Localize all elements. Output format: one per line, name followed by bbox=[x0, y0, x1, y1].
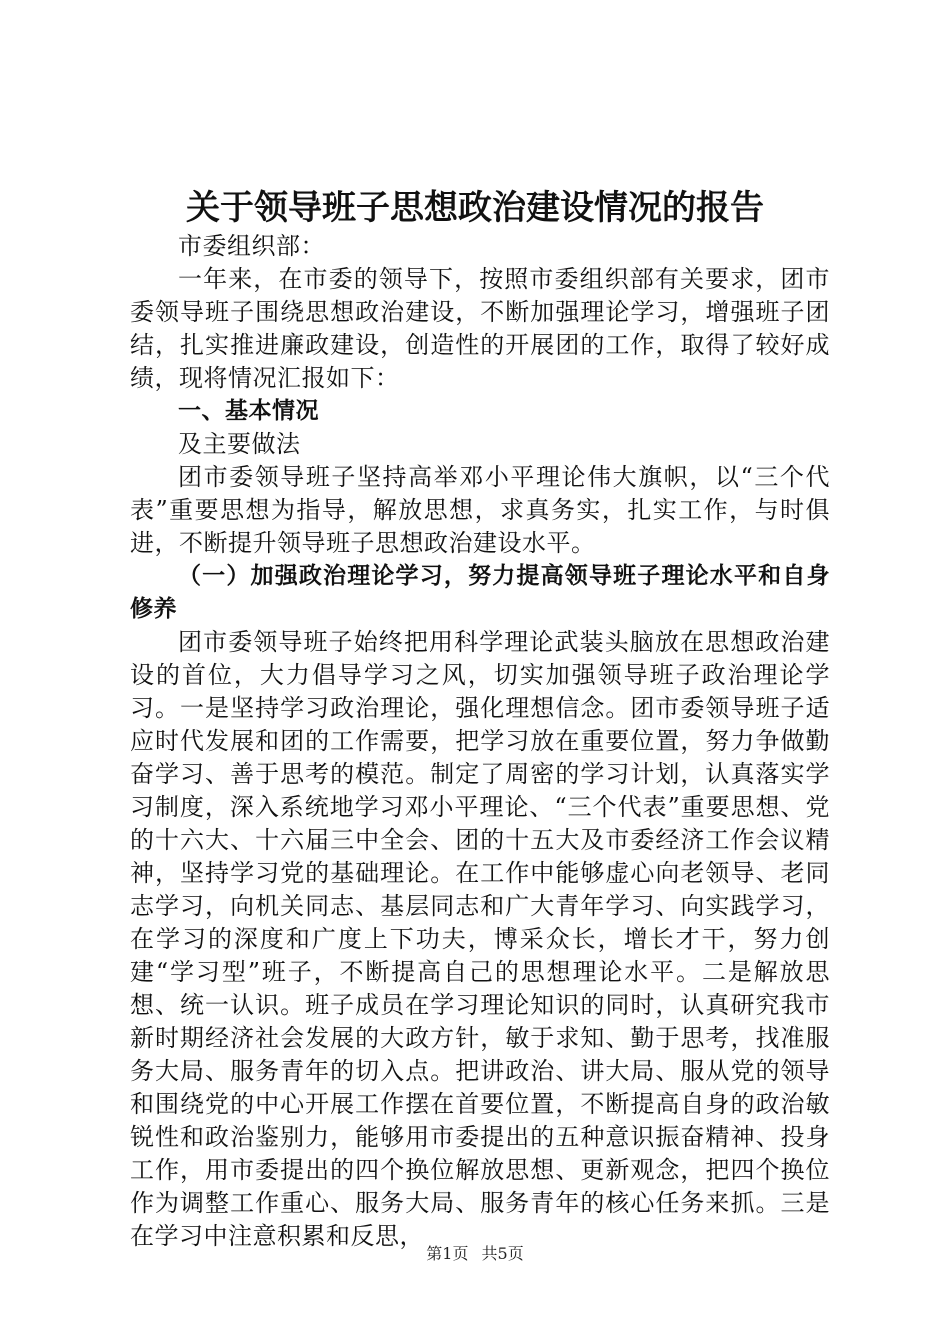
page-number: 第1页 bbox=[426, 1244, 469, 1263]
subsection-heading-1: （一）加强政治理论学习，努力提高领导班子理论水平和自身修养 bbox=[130, 563, 830, 622]
salutation: 市委组织部： bbox=[178, 232, 325, 260]
page-footer bbox=[0, 1243, 950, 1265]
study-paragraph: 团市委领导班子始终把用科学理论武装头脑放在思想政治建设的首位，大力倡导学习之风，切实加强领导班子政治理论学习。一是坚持学习政治理论，强化理想信念。团市委领导班子适应时代发展和团的工作需要，把学习放在重要位置，努力争做勤奋学习、善于思考的模范。制定了周密的学习计划，认真落实学习制度，深入系统地学习邓小平理论、“三个代表”重要思想、党的十六大、十六届三中全会、团的十五大及市委经济工作会议精神，坚持学习党的基础理论。在工作中能够虚心向老领导、老同志学习，向机关同志、基层同志和广大青年学习、向实践学习，在学习的深度和广度上下功夫，博采众长，增长才干，努力创建“学习型”班子，不断提高自己的思想理论水平。二是解放思想、统一认识。班子成员在学习理论知识的同时，认真研究我市新时期经济社会发展的大政方针，敏于求知、勤于思考，找准服务大局、服务青年的切入点。把讲政治、讲大局、服从党的领导和围绕党的中心开展工作摆在首要位置，不断提高自身的政治敏锐性和政治鉴别力，能够用市委提出的五种意识振奋精神、投身工作，用市委提出的四个换位解放思想、更新观念，把四个换位作为调整工作重心、服务大局、服务青年的核心任务来抓。三是在学习中注意积累和反思， bbox=[130, 628, 830, 1250]
document-body bbox=[130, 230, 830, 1253]
section-heading-continuation: 及主要做法 bbox=[178, 430, 301, 458]
page-total: 共5页 bbox=[481, 1244, 524, 1263]
document-title: 关于领导班子思想政治建设情况的报告 bbox=[186, 188, 764, 228]
section-heading-basic: 一、基本情况 bbox=[178, 398, 319, 424]
intro-paragraph: 一年来，在市委的领导下，按照市委组织部有关要求，团市委领导班子围绕思想政治建设，不断加强理论学习，增强班子团结，扎实推进廉政建设，创造性的开展团的工作，取得了较好成绩，现将情况汇报如下： bbox=[130, 265, 830, 392]
overview-paragraph: 团市委领导班子坚持高举邓小平理论伟大旗帜，以“三个代表”重要思想为指导，解放思想，求真务实，扎实工作，与时俱进，不断提升领导班子思想政治建设水平。 bbox=[130, 463, 830, 557]
